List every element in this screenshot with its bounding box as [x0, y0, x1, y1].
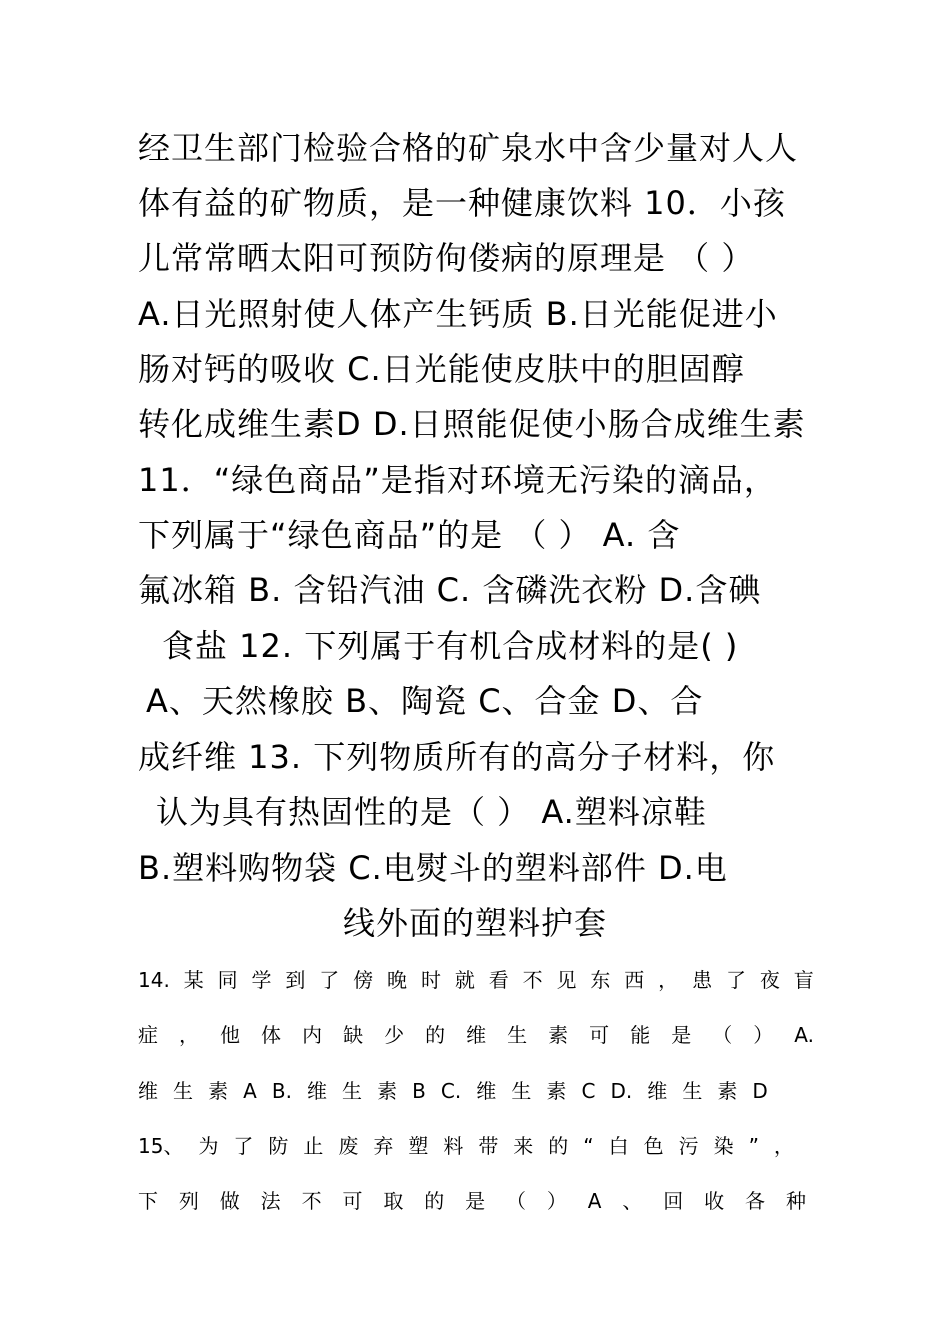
- small-text-token: 生: [511, 1079, 532, 1103]
- small-text-token: ，: [773, 1134, 794, 1158]
- small-text-token: ）: [546, 1189, 567, 1213]
- small-text-token: 下: [138, 1189, 158, 1213]
- small-text-token: D: [752, 1079, 768, 1103]
- small-text-token: 回: [663, 1189, 684, 1213]
- text-line-7: 11．“绿色商品”是指对环境无污染的滴品，: [138, 461, 777, 499]
- small-text-token: 生: [173, 1079, 194, 1103]
- small-text-token: 生: [342, 1079, 363, 1103]
- small-text-token: 了: [725, 968, 746, 992]
- small-text-token: 傍: [353, 968, 374, 992]
- small-text-token: 的: [425, 1023, 446, 1047]
- small-text-token: 污: [678, 1134, 699, 1158]
- text-line-11: A、天然橡胶 B、陶瓷 C、合金 D、合: [146, 682, 704, 720]
- small-text-token: 色: [643, 1134, 664, 1158]
- text-line-12: 成纤维 13. 下列物质所有的高分子材料，你: [138, 738, 776, 776]
- small-text-token: 、: [622, 1189, 643, 1213]
- text-line-8: 下列属于“绿色商品”的是 （ ） A. 含: [138, 516, 681, 554]
- small-text-token: 症: [138, 1023, 158, 1047]
- small-text-token: 列: [178, 1189, 199, 1213]
- small-text-token: 生: [682, 1079, 703, 1103]
- small-line-3: [138, 1078, 768, 1104]
- small-text-token: 生: [507, 1023, 528, 1047]
- small-text-token: 维: [138, 1079, 158, 1103]
- small-text-token: 就: [454, 968, 475, 992]
- small-text-token: A: [243, 1079, 257, 1103]
- small-text-token: 西: [624, 968, 645, 992]
- small-text-token: 不: [522, 968, 543, 992]
- small-text-token: 学: [251, 968, 272, 992]
- small-text-token: 时: [420, 968, 441, 992]
- text-line-2: 体有益的矿物质，是一种健康饮料 10．小孩: [138, 184, 786, 222]
- small-line-5: [138, 1188, 806, 1214]
- small-text-token: ”: [748, 1134, 759, 1158]
- small-text-token: 了: [233, 1134, 254, 1158]
- small-text-token: 东: [590, 968, 611, 992]
- small-text-token: 可: [589, 1023, 610, 1047]
- text-line-6: 转化成维生素D D.日照能促使小肠合成维生素: [138, 405, 806, 443]
- small-text-token: （: [506, 1189, 527, 1213]
- small-text-token: 是: [465, 1189, 486, 1213]
- small-text-token: ，: [658, 968, 679, 992]
- small-text-token: 看: [488, 968, 509, 992]
- small-text-token: 14.: [138, 968, 170, 992]
- small-text-token: 收: [704, 1189, 725, 1213]
- small-text-token: 维: [476, 1079, 497, 1103]
- small-text-token: 见: [556, 968, 577, 992]
- small-text-token: 废: [338, 1134, 359, 1158]
- small-text-token: 维: [466, 1023, 487, 1047]
- small-text-token: 料: [443, 1134, 464, 1158]
- small-text-token: 素: [548, 1023, 569, 1047]
- text-line-10: 食盐 12. 下列属于有机合成材料的是( ): [162, 627, 739, 665]
- small-text-token: C: [581, 1079, 596, 1103]
- small-text-token: D.: [610, 1079, 633, 1103]
- small-text-token: 种: [785, 1189, 806, 1213]
- small-text-token: 弃: [373, 1134, 394, 1158]
- small-text-token: 患: [692, 968, 713, 992]
- small-text-token: C.: [440, 1079, 462, 1103]
- small-text-token: 取: [383, 1189, 404, 1213]
- text-line-4: A.日光照射使人体产生钙质 B.日光能促进小: [138, 295, 778, 333]
- small-text-token: 某: [183, 968, 204, 992]
- small-text-token: ）: [753, 1023, 774, 1047]
- small-text-token: 他: [220, 1023, 241, 1047]
- small-text-token: 能: [630, 1023, 651, 1047]
- small-text-token: 白: [608, 1134, 629, 1158]
- small-text-token: 的: [424, 1189, 445, 1213]
- small-text-token: A: [587, 1189, 602, 1213]
- small-line-1: [138, 967, 814, 993]
- small-text-token: 素: [717, 1079, 738, 1103]
- small-text-token: 素: [546, 1079, 567, 1103]
- small-text-token: “: [583, 1134, 594, 1158]
- small-text-token: ，: [179, 1023, 200, 1047]
- small-text-token: 素: [377, 1079, 398, 1103]
- small-line-4: [138, 1133, 794, 1159]
- small-line-2: [138, 1022, 814, 1048]
- text-line-14: B.塑料购物袋 C.电熨斗的塑料部件 D.电: [138, 849, 728, 887]
- small-text-token: 同: [217, 968, 238, 992]
- text-line-5: 肠对钙的吸收 C.日光能使皮肤中的胆固醇: [138, 350, 745, 388]
- small-text-token: 缺: [343, 1023, 364, 1047]
- small-text-token: 少: [384, 1023, 405, 1047]
- small-text-token: 体: [261, 1023, 282, 1047]
- small-text-token: 盲: [793, 968, 814, 992]
- text-line-1: 经卫生部门检验合格的矿泉水中含少量对人人: [138, 129, 799, 167]
- small-text-token: 不: [301, 1189, 322, 1213]
- small-text-token: 的: [548, 1134, 569, 1158]
- small-text-token: A.: [794, 1023, 814, 1047]
- small-text-token: 是: [671, 1023, 692, 1047]
- text-line-13: 认为具有热固性的是（ ） A.塑料凉鞋: [156, 793, 707, 831]
- small-text-token: 素: [208, 1079, 229, 1103]
- small-text-token: 15、: [138, 1134, 184, 1158]
- small-text-token: 晚: [387, 968, 408, 992]
- small-text-token: 维: [307, 1079, 327, 1103]
- small-text-token: 止: [303, 1134, 324, 1158]
- small-text-token: 做: [219, 1189, 240, 1213]
- small-text-token: 染: [713, 1134, 734, 1158]
- text-line-3: 儿常常晒太阳可预防佝偻病的原理是 （ ）: [138, 239, 755, 277]
- small-text-token: B: [412, 1079, 426, 1103]
- small-text-token: B.: [271, 1079, 292, 1103]
- small-text-token: 了: [319, 968, 340, 992]
- small-text-token: 来: [513, 1134, 534, 1158]
- small-text-token: 带: [478, 1134, 499, 1158]
- text-line-15: 线外面的塑料护套: [342, 904, 607, 942]
- small-text-token: 为: [198, 1134, 219, 1158]
- small-text-token: 到: [285, 968, 306, 992]
- small-text-token: 塑: [408, 1134, 429, 1158]
- small-text-token: 防: [268, 1134, 289, 1158]
- small-text-token: 维: [647, 1079, 668, 1103]
- small-text-token: 各: [745, 1189, 766, 1213]
- small-text-token: 夜: [759, 968, 780, 992]
- small-text-token: （: [712, 1023, 733, 1047]
- text-line-9: 氟冰箱 B. 含铅汽油 C. 含磷洗衣粉 D.含碘: [138, 571, 762, 609]
- small-text-token: 可: [342, 1189, 363, 1213]
- small-text-token: 内: [302, 1023, 323, 1047]
- small-text-token: 法: [260, 1189, 281, 1213]
